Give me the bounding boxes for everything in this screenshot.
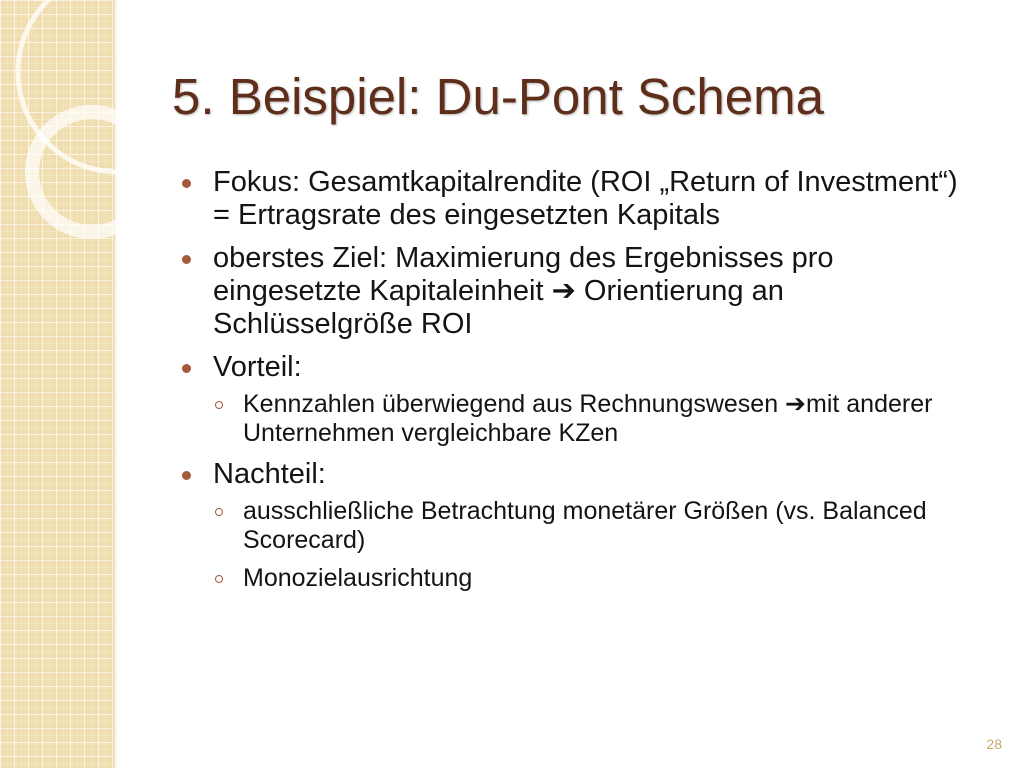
sub-bullet-list — [180, 390, 980, 448]
slide-content — [180, 166, 980, 603]
bullet-dot-icon — [182, 179, 191, 188]
sub-bullet-group — [180, 390, 980, 448]
bullet-text: oberstes Ziel: Maximierung des Ergebnisses pro eingesetzte Kapitaleinheit ➔ Orientierung an Schlüsselgröße ROI — [213, 242, 834, 340]
sub-bullet-item — [213, 497, 980, 555]
bullet-item — [180, 166, 980, 232]
page-number: 28 — [986, 736, 1002, 752]
sub-bullet-item — [213, 390, 980, 448]
bullet-text: Vorteil: — [213, 351, 302, 383]
bullet-text: Nachteil: — [213, 458, 326, 490]
bullet-dot-icon — [182, 255, 191, 264]
sub-bullet-group — [180, 497, 980, 593]
bullet-dot-icon — [182, 364, 191, 373]
bullet-item — [180, 351, 980, 384]
sub-bullet-text: Kennzahlen überwiegend aus Rechnungswesen ➔mit anderer Unternehmen vergleichbare KZen — [243, 390, 933, 447]
slide-title: 5. Beispiel: Du-Pont Schema — [172, 68, 824, 125]
bullet-list — [180, 166, 980, 593]
sub-bullet-list — [180, 497, 980, 593]
bullet-dot-icon — [182, 471, 191, 480]
sub-bullet-text: ausschließliche Betrachtung monetärer Größen (vs. Balanced Scorecard) — [243, 497, 927, 554]
bullet-item — [180, 458, 980, 491]
sub-bullet-item — [213, 564, 980, 593]
bullet-item — [180, 242, 980, 341]
sub-bullet-ring-icon — [215, 508, 223, 516]
sub-bullet-text: Monozielausrichtung — [243, 564, 473, 592]
sub-bullet-ring-icon — [215, 575, 223, 583]
bullet-text: Fokus: Gesamtkapitalrendite (ROI „Return of Investment“) = Ertragsrate des eingesetzten Kapitals — [213, 166, 958, 231]
sub-bullet-ring-icon — [215, 401, 223, 409]
